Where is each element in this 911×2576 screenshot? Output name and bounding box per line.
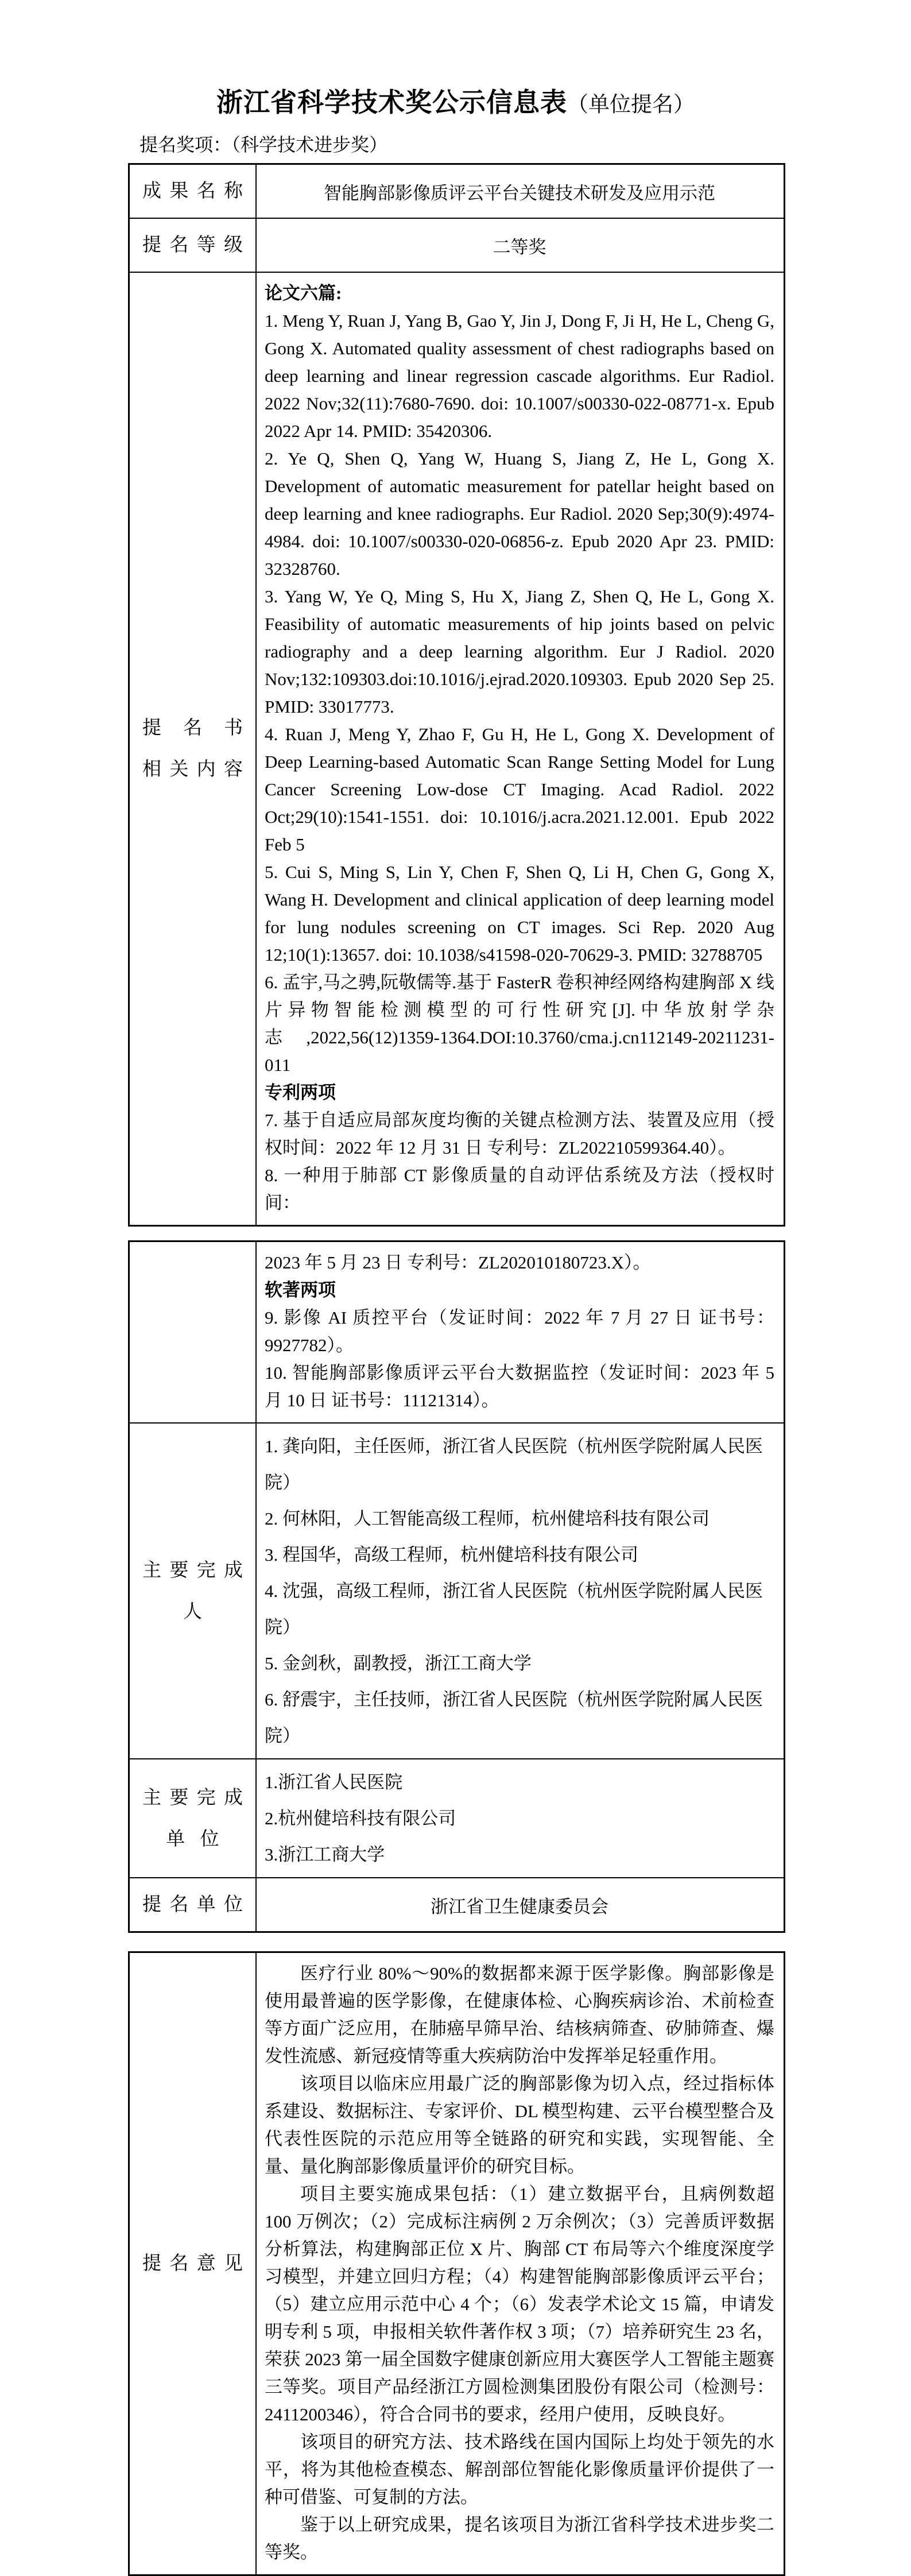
opinion-paragraph: 鉴于以上研究成果，提名该项目为浙江省科学技术进步奖二等奖。 — [265, 2515, 774, 2562]
completer-item: 4. 沈强，高级工程师，浙江省人民医院（杭州医学院附属人民医院） — [265, 1581, 763, 1637]
related-content-label-line1: 提名书 — [142, 718, 243, 738]
paper-item: 5. Cui S, Ming S, Lin Y, Chen F, Shen Q, Li H, Chen G, Gong X, Wang H. Development and clinical application of deep learning model for lung nodules screening on CT images. Sci Rep. 2020 Aug 12;10(1):13657. doi: 10.1038/s41598-020-70629-3. PMID: 32788705 — [265, 862, 774, 965]
table-row — [129, 218, 785, 272]
unit-item: 3.浙江工商大学 — [265, 1844, 385, 1865]
table-row — [129, 1241, 785, 1424]
patents-heading: 专利两项 — [265, 1082, 336, 1103]
opinion-label-cell — [129, 1952, 257, 2575]
software-heading: 软著两项 — [265, 1280, 336, 1300]
related-content-value — [256, 272, 785, 1226]
opinion-paragraph: 该项目的研究方法、技术路线在国内国际上均处于领先的水平，将为其他检查模态、解剖部位智能化影像质量评价提供了一种可借鉴、可复制的方法。 — [265, 2432, 774, 2507]
paper-item: 3. Yang W, Ye Q, Ming S, Hu X, Jiang Z, Shen Q, He L, Gong X. Feasibility of automatic measurements of hip joints based on pelvic radiography and a deep learning algorithm. Eur J Radiol. 2020 Nov;132:109303.doi:10.1016/j.ejrad.2020.109303. Epub 2020 Sep 25. PMID: 33017773. — [265, 586, 774, 717]
patent-continuation-value — [256, 1241, 785, 1424]
opinion-value — [256, 1952, 785, 2575]
main-units-label-cell — [129, 1759, 257, 1878]
achievement-name-label-cell — [129, 164, 257, 219]
table-row — [129, 1878, 785, 1932]
title-main: 浙江省科学技术奖公示信息表 — [216, 87, 567, 117]
patent-item: 8. 一种用于肺部 CT 影像质量的自动评估系统及方法（授权时间： — [265, 1165, 774, 1213]
main-completers-value — [256, 1423, 785, 1759]
nomination-grade-label: 提名等级 — [142, 235, 243, 256]
completer-item: 3. 程国华，高级工程师，杭州健培科技有限公司 — [265, 1545, 638, 1565]
completer-item: 1. 龚向阳，主任医师，浙江省人民医院（杭州医学院附属人民医院） — [265, 1436, 763, 1492]
patents-list — [265, 1107, 774, 1217]
nominator-value: 浙江省卫生健康委员会 — [256, 1878, 785, 1932]
patent-continuation-line: 2023 年 5 月 23 日 专利号：ZL202010180723.X）。 — [265, 1252, 651, 1272]
paper-item: 2. Ye Q, Shen Q, Yang W, Huang S, Jiang Z, He L, Gong X. Development of automatic measurement for patellar height based on deep learning and knee radiographs. Eur Radiol. 2020 Sep;30(9):4974-4984. doi: 10.1007/s00330-020-06856-z. Epub 2020 Apr 23. PMID: 32328760. — [265, 448, 774, 579]
empty-label-cell — [129, 1241, 257, 1424]
software-list — [265, 1304, 774, 1414]
unit-item: 1.浙江省人民医院 — [265, 1772, 403, 1792]
table-row — [129, 1952, 785, 2575]
opinion-paragraph: 医疗行业 80%～90%的数据都来源于医学影像。胸部影像是使用最普遍的医学影像，在健康体检、心胸疾病诊治、术前检查等方面广泛应用，在肺癌早筛早治、结核病筛查、矽肺筛查、爆发性流感、新冠疫情等重大疾病防治中发挥举足轻重作用。 — [265, 1963, 774, 2066]
related-content-label-line2: 相关内容 — [142, 759, 243, 780]
completer-item: 6. 舒震宇，主任技师，浙江省人民医院（杭州医学院附属人民医院） — [265, 1689, 763, 1746]
nominator-label: 提名单位 — [142, 1894, 243, 1915]
main-completers-label-line2: 人 — [183, 1601, 202, 1622]
main-completers-label-cell — [129, 1423, 257, 1759]
papers-list — [265, 307, 774, 1079]
papers-heading: 论文六篇: — [265, 283, 342, 303]
related-content-label-cell — [129, 272, 257, 1226]
achievement-name-value: 智能胸部影像质评云平台关键技术研发及应用示范 — [256, 164, 785, 219]
nomination-grade-value: 二等奖 — [256, 218, 785, 272]
opinion-label: 提名意见 — [142, 2253, 243, 2274]
opinion-paragraphs — [265, 1960, 774, 2566]
completion-table — [128, 1240, 785, 1933]
software-item: 10. 智能胸部影像质评云平台大数据监控（发证时间：2023 年 5 月 10 日 证书号：11121314）。 — [265, 1363, 774, 1410]
main-units-label-line2: 单位 — [166, 1828, 235, 1850]
title-paren: （单位提名） — [567, 93, 695, 117]
page-title — [0, 0, 911, 119]
opinion-paragraph: 该项目以临床应用最广泛的胸部影像为切入点，经过指标体系建设、数据标注、专家评价、DL 模型构建、云平台模型整合及代表性医院的示范应用等全链路的研究和实践，实现智能、全量、量化胸部影像质量评价的研究目标。 — [265, 2074, 774, 2176]
completer-item: 2. 何林阳，人工智能高级工程师，杭州健培科技有限公司 — [265, 1509, 710, 1529]
software-item: 9. 影像 AI 质控平台（发证时间：2022 年 7 月 27 日 证书号：9927782）。 — [265, 1308, 774, 1355]
completer-item: 5. 金剑秋，副教授，浙江工商大学 — [265, 1653, 532, 1673]
achievement-table — [128, 163, 785, 1227]
main-completers-label-line1: 主要完成 — [142, 1560, 243, 1581]
patent-item: 7. 基于自适应局部灰度均衡的关键点检测方法、装置及应用（授权时间：2022 年 12 月 31 日 专利号：ZL202210599364.40）。 — [265, 1110, 774, 1158]
unit-item: 2.杭州健培科技有限公司 — [265, 1808, 456, 1828]
opinion-table — [128, 1951, 785, 2576]
paper-item: 1. Meng Y, Ruan J, Yang B, Gao Y, Jin J, Dong F, Ji H, He L, Cheng G, Gong X. Automated quality assessment of chest radiographs based on deep learning and linear regression cascade algorithms. Eur Radiol. 2022 Nov;32(11):7680-7690. doi: 10.1007/s00330-022-08771-x. Epub 2022 Apr 14. PMID: 35420306. — [265, 311, 774, 441]
table-row — [129, 1423, 785, 1759]
nominator-label-cell — [129, 1878, 257, 1932]
units-list — [265, 1764, 774, 1873]
opinion-paragraph: 项目主要实施成果包括：（1）建立数据平台，且病例数超 100 万例次；（2）完成标注病例 2 万余例次；（3）完善质评数据分析算法，构建胸部正位 X 片、胸部 CT 布局等六个维度深度学习模型，并建立回归方程；（4）构建智能胸部影像质评云平台；（5）建立应用示范中心 4 个；（6）发表学术论文 15 篇，申请发明专利 5 项，申报相关软件著作权 3 项；（7）培养研究生 23 名，荣获 2023 第一届全国数字健康创新应用大赛医学人工智能主题赛三等奖。项目产品经浙江方圆检测集团股份有限公司（检测号：2411200346），符合合同书的要求，经用户使用，反映良好。 — [265, 2184, 774, 2424]
main-units-value — [256, 1759, 785, 1878]
main-units-label-line1: 主要完成 — [142, 1787, 243, 1808]
completers-list — [265, 1428, 774, 1754]
table-row — [129, 272, 785, 1226]
nomination-grade-label-cell — [129, 218, 257, 272]
table-row — [129, 1759, 785, 1878]
paper-item: 6. 孟宇,马之骋,阮敬儒等.基于 FasterR 卷积神经网络构建胸部 X 线片异物智能检测模型的可行性研究[J].中华放射学杂志,2022,56(12)1359-1364.DOI:10.3760/cma.j.cn112149-20211231-011 — [265, 972, 774, 1075]
achievement-name-label: 成果名称 — [142, 181, 243, 202]
award-category-line: 提名奖项：（科学技术进步奖） — [139, 134, 388, 155]
table-row — [129, 164, 785, 219]
paper-item: 4. Ruan J, Meng Y, Zhao F, Gu H, He L, Gong X. Development of Deep Learning-based Automatic Scan Range Setting Model for Lung Cancer Screening Low-dose CT Imaging. Acad Radiol. 2022 Oct;29(10):1541-1551. doi: 10.1016/j.acra.2021.12.001. Epub 2022 Feb 5 — [265, 724, 774, 854]
